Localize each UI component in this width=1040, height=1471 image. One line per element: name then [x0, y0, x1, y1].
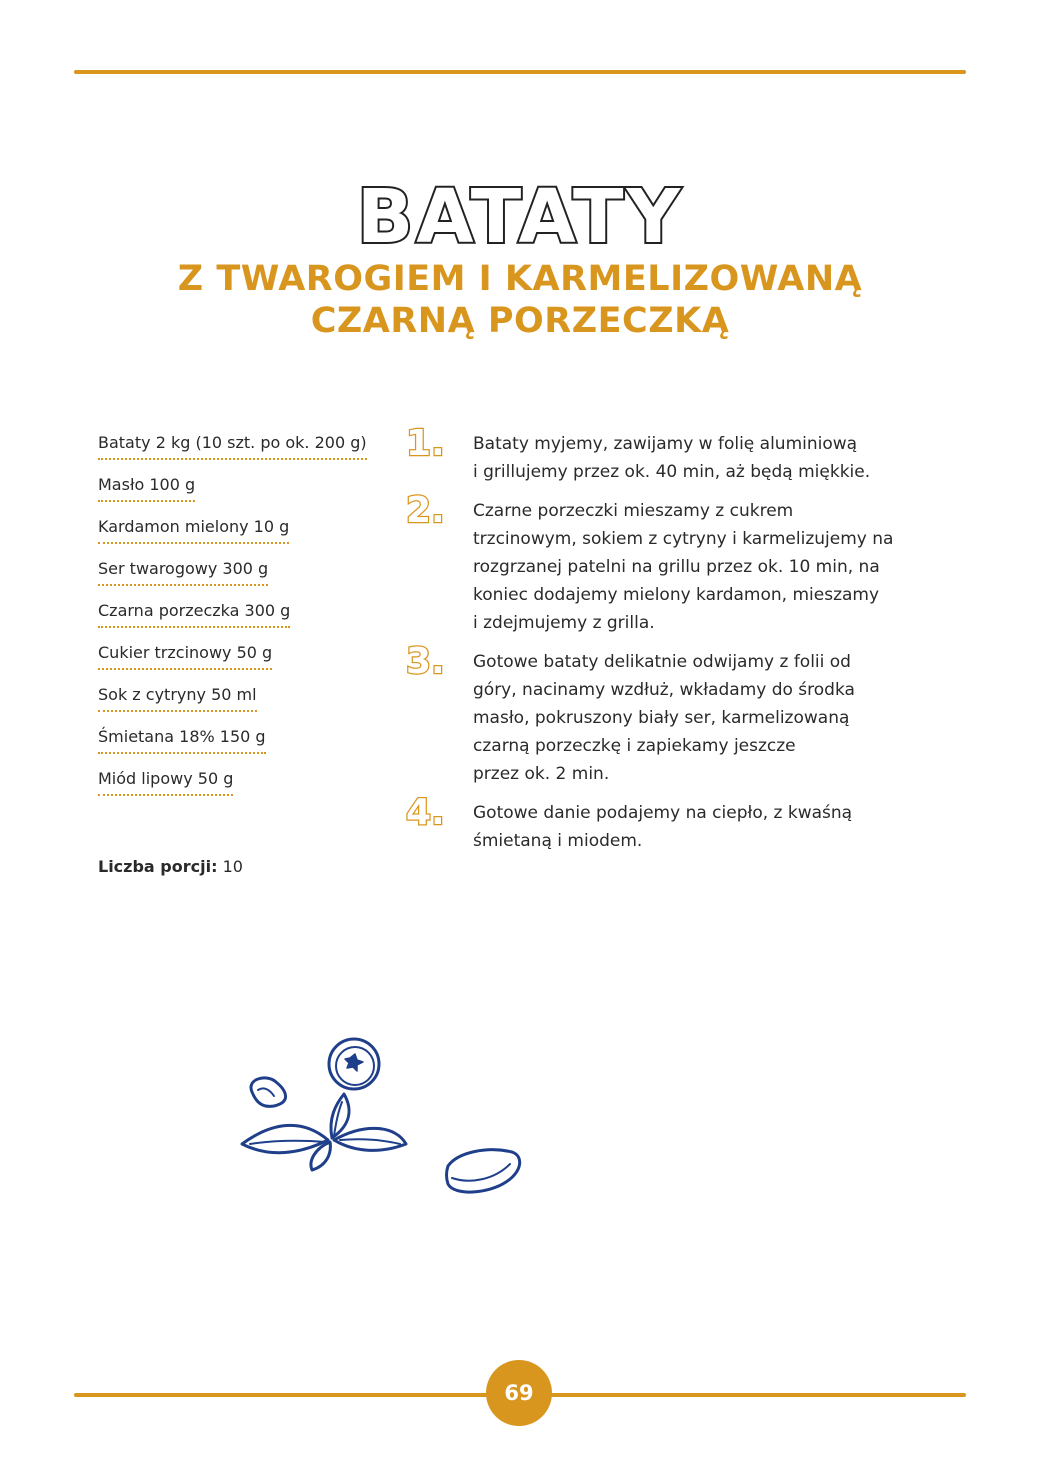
step-number: 2.: [406, 490, 445, 531]
recipe-title: BATATY: [356, 174, 684, 260]
list-item: [98, 600, 388, 642]
step-text: Gotowe bataty delikatnie odwijamy z folii od góry, nacinamy wzdłuż, wkładamy do środka masło, pokruszony biały ser, karmelizowaną czarną porzeczkę i zapiekamy jeszcze przez ok. 2 min.: [473, 652, 855, 784]
list-item: [98, 516, 388, 558]
food-doodle-illustration: [230, 1030, 530, 1210]
ingredient: Czarna porzeczka 300 g: [98, 600, 290, 628]
step-text: Gotowe danie podajemy na ciepło, z kwaśną śmietaną i miodem.: [473, 803, 853, 851]
list-item: [98, 474, 388, 516]
ingredient: Kardamon mielony 10 g: [98, 516, 289, 544]
step: [406, 423, 946, 486]
ingredient: Cukier trzcinowy 50 g: [98, 642, 272, 670]
list-item: [98, 558, 388, 600]
ingredients-list: [98, 432, 388, 810]
steps-list: [406, 423, 946, 866]
step-number: 1.: [406, 423, 445, 464]
top-divider: [74, 70, 966, 74]
ingredient: Bataty 2 kg (10 szt. po ok. 200 g): [98, 432, 367, 460]
subtitle-line-2: CZARNĄ PORZECZKĄ: [310, 301, 730, 341]
portions-value: 10: [222, 857, 243, 876]
portions-label: Liczba porcji:: [98, 857, 218, 876]
step: [406, 490, 946, 637]
step-number: 4.: [406, 792, 445, 833]
ingredient: Śmietana 18% 150 g: [98, 726, 266, 754]
ingredient: Masło 100 g: [98, 474, 195, 502]
ingredient: Sok z cytryny 50 ml: [98, 684, 257, 712]
list-item: [98, 768, 388, 810]
list-item: [98, 684, 388, 726]
list-item: [98, 432, 388, 474]
step-number: 3.: [406, 641, 445, 682]
step-text: Bataty myjemy, zawijamy w folię aluminiową i grillujemy przez ok. 40 min, aż będą miękkie.: [473, 434, 871, 482]
page-number-badge: 69: [486, 1360, 552, 1426]
list-item: [98, 642, 388, 684]
blueberry-icon: [329, 1039, 379, 1089]
step-text: Czarne porzeczki mieszamy z cukrem trzcinowym, sokiem z cytryny i karmelizujemy na rozgrzanej patelni na grillu przez ok. 10 min, na koniec dodajemy mielony kardamon, mieszamy i zdejmujemy z grilla.: [473, 501, 894, 633]
list-item: [98, 726, 388, 768]
step: [406, 792, 946, 855]
recipe-subtitle: [0, 258, 1040, 342]
portions: [98, 856, 243, 878]
subtitle-line-1: Z TWAROGIEM I KARMELIZOWANĄ: [177, 259, 863, 299]
ingredient: Ser twarogowy 300 g: [98, 558, 268, 586]
ingredient: Miód lipowy 50 g: [98, 768, 233, 796]
bean-icon: [251, 1078, 286, 1106]
step: [406, 641, 946, 788]
cheese-piece-icon: [447, 1150, 520, 1192]
